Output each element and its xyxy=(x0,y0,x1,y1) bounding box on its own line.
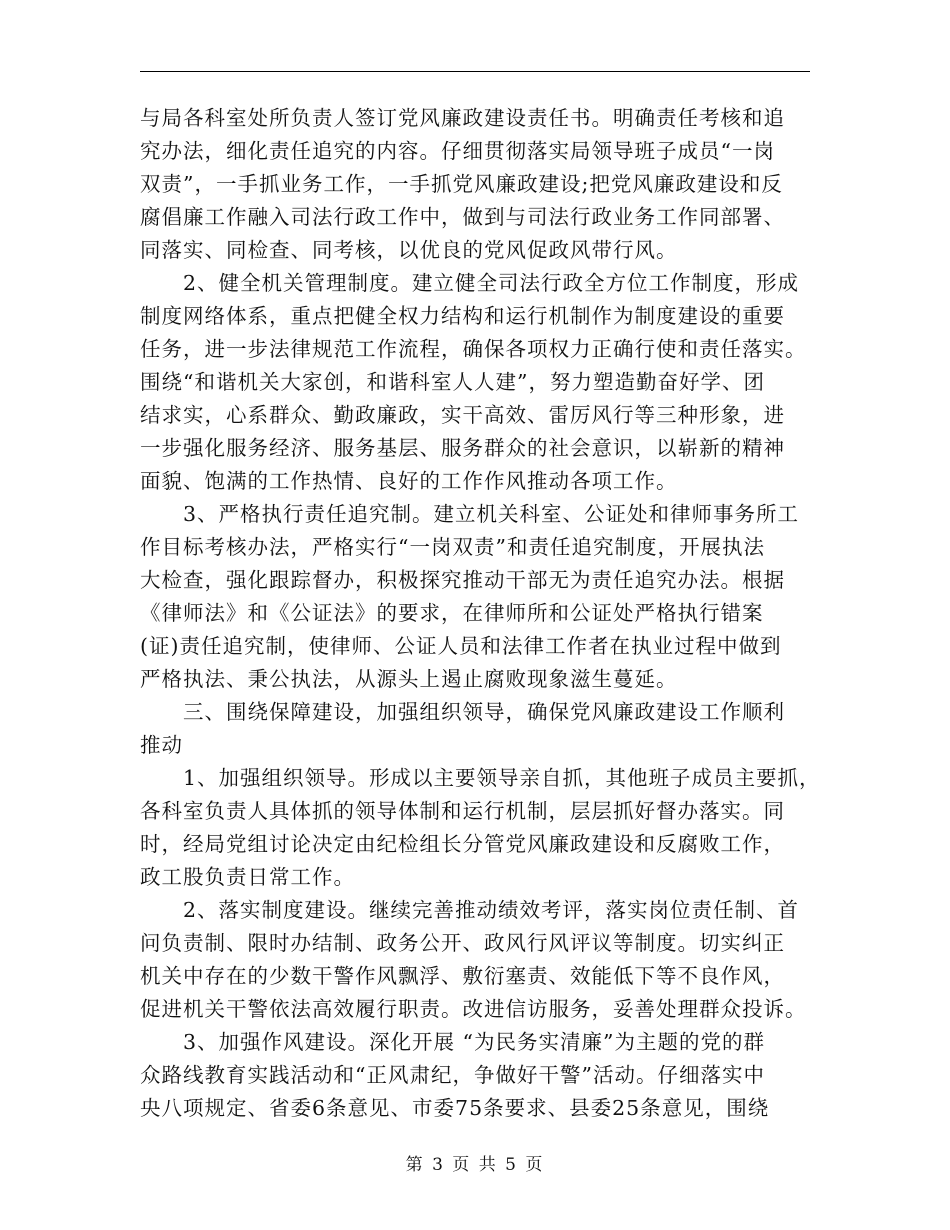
text-line: 时，经局党组讨论决定由纪检组长分管党风廉政建设和反腐败工作， xyxy=(140,832,785,856)
text-line: 与局各科室处所负责人签订党风廉政建设责任书。明确责任考核和追 xyxy=(140,106,785,130)
text-line: 严格执法、秉公执法，从源头上遏止腐败现象滋生蔓延。 xyxy=(140,667,678,691)
text-line: 3、加强作风建设。深化开展 “为民务实清廉”为主题的党的群 xyxy=(140,1030,766,1054)
text-line: 结求实，心系群众、勤政廉政，实干高效、雷厉风行等三种形象，进 xyxy=(140,403,785,427)
text-line: 腐倡廉工作融入司法行政工作中，做到与司法行政业务工作同部署、 xyxy=(140,205,785,229)
text-line: 作目标考核办法，严格实行“一岗双责”和责任追究制度，开展执法 xyxy=(140,535,765,559)
document-body xyxy=(140,102,820,1125)
text-line: 同落实、同检查、同考核，以优良的党风促政风带行风。 xyxy=(140,238,678,262)
text-line: 围绕“和谐机关大家创，和谐科室人人建”，努力塑造勤奋好学、团 xyxy=(140,370,765,394)
text-line: 《律师法》和《公证法》的要求，在律师所和公证处严格执行错案 xyxy=(140,601,764,625)
text-line: 究办法，细化责任追究的内容。仔细贯彻落实局领导班子成员“一岗 xyxy=(140,139,775,163)
text-line: 大检查，强化跟踪督办，积极探究推动干部无为责任追究办法。根据 xyxy=(140,568,785,592)
text-line: 任务，进一步法律规范工作流程，确保各项权力正确行使和责任落实。 xyxy=(140,337,807,361)
text-line: 面貌、饱满的工作热情、良好的工作作风推动各项工作。 xyxy=(140,469,678,493)
text-line: 央八项规定、省委6条意见、市委75条要求、县委25条意见，围绕 xyxy=(140,1096,770,1120)
text-line: 推动 xyxy=(140,733,183,757)
text-line: 三、围绕保障建设，加强组织领导，确保党风廉政建设工作顺利 xyxy=(140,700,785,724)
text-line: 促进机关干警依法高效履行职责。改进信访服务，妥善处理群众投诉。 xyxy=(140,997,807,1021)
text-line: (证)责任追究制，使律师、公证人员和法律工作者在执业过程中做到 xyxy=(140,634,782,658)
text-line: 2、健全机关管理制度。建立健全司法行政全方位工作制度，形成 xyxy=(140,271,800,295)
text-line: 一步强化服务经济、服务基层、服务群众的社会意识，以崭新的精神 xyxy=(140,436,785,460)
text-line: 2、落实制度建设。继续完善推动绩效考评，落实岗位责任制、首 xyxy=(140,898,800,922)
page-footer: 第 3 页 共 5 页 xyxy=(405,1155,545,1175)
text-line: 众路线教育实践活动和“正风肃纪，争做好干警”活动。仔细落实中 xyxy=(140,1063,765,1087)
text-line: 制度网络体系，重点把健全权力结构和运行机制作为制度建设的重要 xyxy=(140,304,785,328)
text-line: 政工股负责日常工作。 xyxy=(140,865,355,889)
text-line: 机关中存在的少数干警作风飘浮、敷衍塞责、效能低下等不良作风， xyxy=(140,964,785,988)
text-line: 双责”，一手抓业务工作，一手抓党风廉政建设;把党风廉政建设和反 xyxy=(140,172,783,196)
text-line: 1、加强组织领导。形成以主要领导亲自抓，其他班子成员主要抓， xyxy=(140,766,821,790)
text-line: 各科室负责人具体抓的领导体制和运行机制，层层抓好督办落实。同 xyxy=(140,799,785,823)
text-line: 问负责制、限时办结制、政务公开、政风行风评议等制度。切实纠正 xyxy=(140,931,785,955)
header-rule xyxy=(140,71,810,72)
text-line: 3、严格执行责任追究制。建立机关科室、公证处和律师事务所工 xyxy=(140,502,800,526)
